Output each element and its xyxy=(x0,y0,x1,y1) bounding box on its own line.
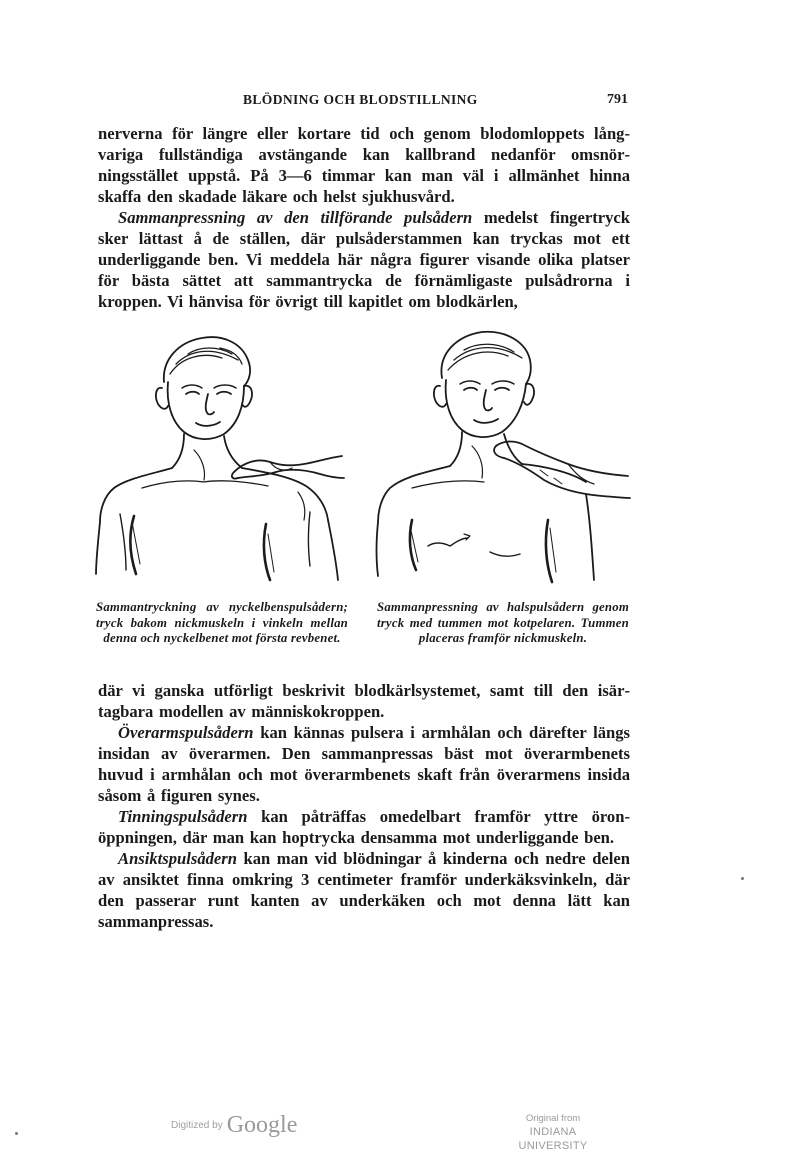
scan-speck xyxy=(741,877,744,880)
top-text-block xyxy=(98,123,630,312)
paragraph-lead: Tinningspulsådern xyxy=(118,807,248,826)
figure-caption-right: Sammanpressning av halspulsådern genom tryck med tummen mot kotpelaren. Tummen placeras framför nickmuskeln. xyxy=(377,600,629,645)
scan-speck xyxy=(15,1132,18,1135)
digitized-by-text: Digitized by xyxy=(171,1120,223,1131)
digitized-by-watermark xyxy=(171,1112,297,1142)
paragraph-text: nerverna för längre eller kortare tid och genom blodomloppets långvariga fullständiga avstängande kan kallbrand nedanför omsnörningsstället uppstå. På 3—6 timmar kan man väl i allmänhet hinna skaffa den skadade läkare och helst sjukhusvård. xyxy=(98,124,630,206)
paragraph-text: medelst fingertryck sker lättast å de ställen, där pulsåderstammen kan tryckas mot ett underliggande ben. Vi meddela här några figurer visande olika platser för bästa sättet att sammantrycka de förnämligaste pulsådrorna i kroppen. Vi hänvisa för övrigt till kapitlet om blodkärlen, xyxy=(98,208,630,311)
paragraph xyxy=(98,722,630,806)
paragraph-lead: Överarmspulsådern xyxy=(118,723,254,742)
page-number: 791 xyxy=(607,92,628,107)
figure-carotid-compression xyxy=(372,324,634,596)
paragraph-text: kan man vid blödningar å kinderna och nedre delen av ansiktet finna omkring 3 centimeter framför underkäksvinkeln, där den passerar runt kanten av underkäken och mot denna lätt kan sammanpressas. xyxy=(98,849,630,931)
paragraph xyxy=(98,207,630,312)
illustration-subclavian xyxy=(92,324,348,596)
paragraph xyxy=(98,848,630,932)
bottom-text-block xyxy=(98,680,630,932)
figure-caption-left: Sammantryckning av nyckelbenspulsådern; tryck bakom nickmuskeln i vinkeln mellan denna och nyckelbenet mot första revbenet. xyxy=(96,600,348,645)
original-from-watermark xyxy=(498,1113,608,1153)
illustration-carotid xyxy=(372,324,634,596)
page-header xyxy=(98,92,628,112)
paragraph xyxy=(98,806,630,848)
paragraph-text: kan kännas pulsera i armhålan och därefter längs insidan av överarmen. Den sammanpressas bäst mot överarmbenets huvud i armhålan och mot överarmbenets skaft från överarmens insida såsom å figuren synes. xyxy=(98,723,630,805)
original-from-text: Original from xyxy=(525,1113,581,1124)
running-title: BLÖDNING OCH BLODSTILLNING xyxy=(243,92,478,107)
paragraph-text: kan påträffas omedelbart framför yttre öronöppningen, där man kan hoptrycka densamma mot underliggande ben. xyxy=(98,807,630,847)
paragraph xyxy=(98,123,630,207)
university-name: INDIANA UNIVERSITY xyxy=(518,1126,588,1152)
figure-subclavian-compression xyxy=(92,324,348,596)
paragraph-text: där vi ganska utförligt beskrivit blodkärlsystemet, samt till den isärtagbara modellen av människokroppen. xyxy=(98,681,630,721)
paragraph xyxy=(98,680,630,722)
paragraph-lead: Sammanpressning av den tillförande pulsådern xyxy=(118,208,473,227)
paragraph-lead: Ansiktspulsådern xyxy=(118,849,237,868)
google-logo: Google xyxy=(226,1112,298,1138)
